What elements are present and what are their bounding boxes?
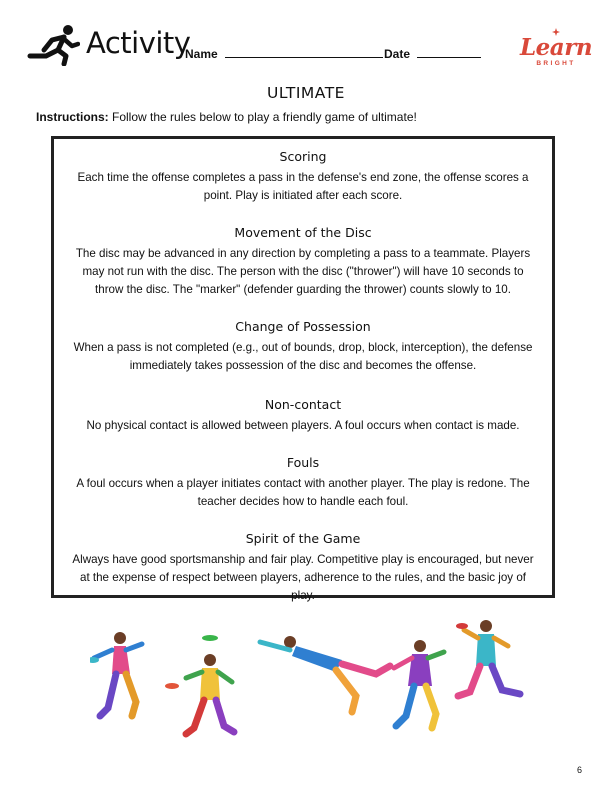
page-number: 6 [576,765,582,775]
rule-heading: Change of Possession [235,319,371,334]
rule-spirit-of-the-game [68,531,538,605]
rule-heading: Scoring [279,149,327,164]
logo-text: Learn [520,34,593,61]
rule-heading: Fouls [286,455,320,470]
rule-heading: Non-contact [264,397,342,412]
rule-heading: Spirit of the Game [245,531,361,546]
instructions-label: Instructions: [36,110,109,124]
player-figure-2 [165,654,234,734]
rule-non-contact [68,397,538,435]
learn-bright-logo [520,34,592,70]
runner-icon [24,24,80,66]
rule-fouls [68,455,538,511]
rule-text: No physical contact is allowed between players. A foul occurs when contact is made. [86,419,520,432]
date-field[interactable] [384,45,481,61]
date-line[interactable] [417,45,481,58]
instructions [36,110,417,124]
worksheet-header [0,0,612,80]
rule-heading: Movement of the Disc [234,225,372,240]
rule-scoring [68,149,538,205]
disc-icon [202,635,218,641]
rule-text: The disc may be advanced in any direction by completing a pass to a teammate. Players may not run with the disc. The person with the disc ("thrower") will have 10 seconds to throw the disc. The "marker" (defender guarding the thrower) counts slowly to 10. [75,247,531,296]
rule-text: Always have good sportsmanship and fair play. Competitive play is encouraged, but never at the expense of respect between players, adherence to the rules, and the basic joy of play. [72,553,534,602]
rule-text: Each time the offense completes a pass in the defense's end zone, the offense scores a point. Play is initiated after each score. [77,171,529,202]
rule-text: When a pass is not completed (e.g., out of bounds, drop, block, interception), the defense immediately takes possession of the disc and becomes the offense. [73,341,533,372]
player-figure-1 [90,632,142,716]
name-field[interactable] [185,45,383,61]
logo-subtext: BRIGHT [536,60,576,67]
rules-box [51,136,555,602]
page-title: ULTIMATE [267,84,345,102]
date-label: Date [384,47,411,61]
ultimate-players-illustration [90,616,530,748]
rule-movement-of-the-disc [68,225,538,299]
name-line[interactable] [225,45,383,58]
instructions-text: Follow the rules below to play a friendly game of ultimate! [108,110,417,124]
rule-text: A foul occurs when a player initiates contact with another player. The play is redone. The teacher decides how to handle each foul. [76,477,530,508]
player-figure-5 [456,620,520,696]
rule-change-of-possession [68,319,538,375]
name-label: Name [185,47,218,61]
activity-label: Activity [86,26,191,60]
player-figure-3 [260,636,390,712]
player-figure-4 [394,640,444,728]
